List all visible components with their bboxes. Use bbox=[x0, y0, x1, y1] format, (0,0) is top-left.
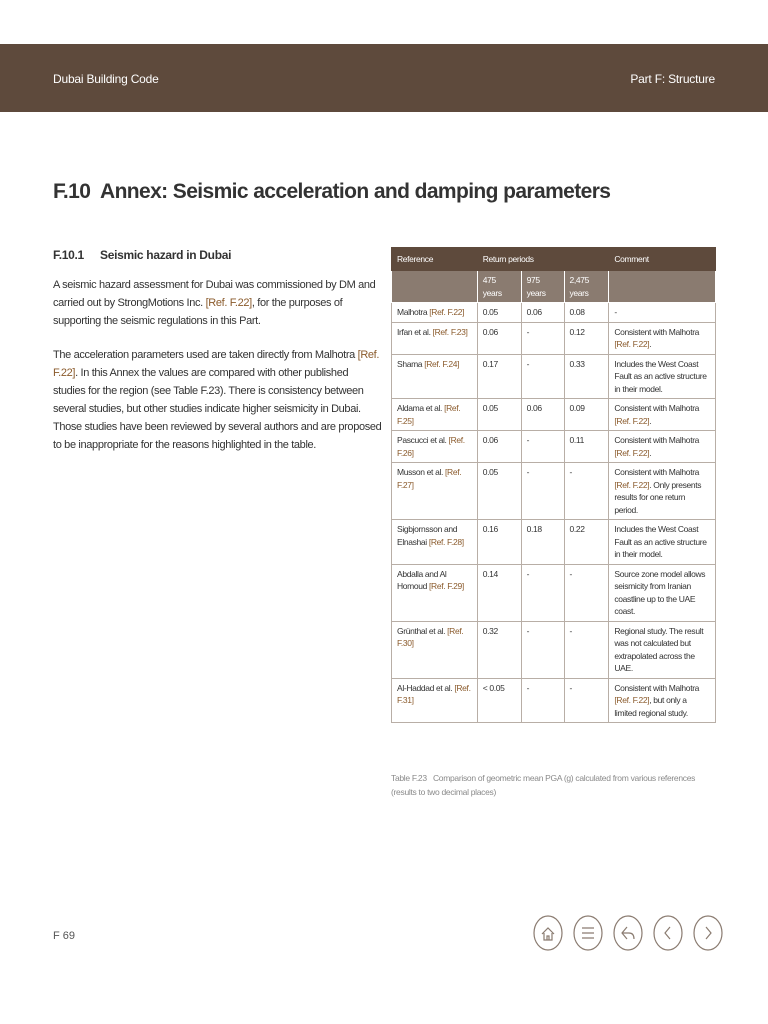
pga-comparison-table bbox=[391, 247, 716, 723]
cell-475: 0.06 bbox=[477, 431, 521, 463]
table-body bbox=[392, 303, 716, 723]
cell-475: 0.32 bbox=[477, 621, 521, 678]
ref-link[interactable]: [Ref. F.30] bbox=[397, 625, 464, 648]
cell-comment bbox=[609, 678, 716, 723]
table-row bbox=[392, 520, 716, 565]
cell-475: 0.17 bbox=[477, 354, 521, 399]
reference-name: Malhotra bbox=[397, 307, 430, 317]
paragraph-2-text-b: . In this Annex the values are compared with other published studies for the region (see Table F.23). There is consistency between several studies, but other studies indicate higher seismicity in Dubai. Those studies have been reviewed by several authors and are proposed to be inappropriate for the reasons highlighted in the table. bbox=[53, 367, 382, 451]
cell-2475: 0.22 bbox=[564, 520, 609, 565]
cell-975: 0.18 bbox=[521, 520, 564, 565]
ref-link[interactable]: [Ref. F.22] bbox=[429, 307, 465, 317]
table-row bbox=[392, 564, 716, 621]
cell-2475: - bbox=[564, 678, 609, 723]
table-row bbox=[392, 303, 716, 323]
cell-975: - bbox=[521, 678, 564, 723]
header-part-title: Part F: Structure bbox=[630, 72, 715, 86]
section-heading: Annex: Seismic acceleration and damping parameters bbox=[100, 180, 611, 203]
ref-link[interactable]: [Ref. F.28] bbox=[428, 536, 464, 547]
paragraph-2-text-a: The acceleration parameters used are taken directly from Malhotra bbox=[53, 349, 358, 361]
next-page-button[interactable] bbox=[692, 913, 724, 953]
paragraph-2 bbox=[53, 346, 383, 454]
reference-name: Abdalla and Al Homoud bbox=[397, 568, 447, 591]
ref-link[interactable]: [Ref. F.22] bbox=[614, 695, 650, 705]
page-header bbox=[0, 44, 768, 112]
previous-page-button[interactable] bbox=[652, 913, 684, 953]
table-row bbox=[392, 431, 716, 463]
cell-2475: 0.11 bbox=[564, 431, 609, 463]
cell-2475: 0.08 bbox=[564, 303, 609, 323]
cell-475: < 0.05 bbox=[477, 678, 521, 723]
header-475-years: 475 years bbox=[477, 271, 521, 303]
comment-text-tail: . bbox=[649, 339, 652, 349]
cell-2475: 0.12 bbox=[564, 322, 609, 354]
comment-text: Regional study. The result was not calculated but extrapolated across the UAE. bbox=[614, 625, 704, 673]
comment-text: Source zone model allows seismicity from Iranian coastline up to the UAE coast. bbox=[614, 568, 706, 616]
reference-name: Aldama et al. bbox=[397, 403, 445, 413]
ref-link[interactable]: [Ref. F.22] bbox=[614, 447, 650, 458]
cell-reference bbox=[392, 564, 478, 621]
comment-text: Consistent with Malhotra bbox=[614, 682, 700, 693]
cell-comment bbox=[609, 399, 716, 431]
comment-text: Includes the West Coast Fault as an active structure in their model. bbox=[614, 358, 707, 394]
cell-975: 0.06 bbox=[521, 399, 564, 431]
cell-reference bbox=[392, 303, 478, 323]
cell-reference bbox=[392, 678, 478, 723]
ref-link[interactable]: [Ref. F.26] bbox=[397, 435, 465, 458]
reference-name: Grünthal et al. bbox=[397, 625, 448, 636]
cell-reference bbox=[392, 621, 478, 678]
cell-475: 0.05 bbox=[477, 463, 521, 520]
subheader-blank bbox=[609, 271, 716, 303]
page-number: F 69 bbox=[53, 930, 76, 942]
cell-2475: - bbox=[564, 463, 609, 520]
ref-link[interactable]: [Ref. F.27] bbox=[397, 467, 462, 490]
cell-comment bbox=[609, 621, 716, 678]
cell-comment bbox=[609, 303, 716, 323]
ref-link[interactable]: [Ref. F.25] bbox=[397, 403, 461, 426]
comment-text: - bbox=[614, 307, 617, 317]
comment-text-tail: . bbox=[649, 415, 652, 426]
caption-text: Comparison of geometric mean PGA (g) calculated from various references (results to two decimal places) bbox=[391, 773, 696, 797]
table-subheader-row bbox=[392, 271, 716, 303]
home-icon bbox=[532, 913, 564, 953]
cell-475: 0.05 bbox=[477, 399, 521, 431]
page-navigation bbox=[532, 913, 724, 953]
ref-link[interactable]: [Ref. F.31] bbox=[397, 682, 471, 705]
ref-link[interactable]: [Ref. F.22] bbox=[614, 339, 650, 349]
ref-link[interactable]: [Ref. F.22] bbox=[205, 297, 252, 309]
table-row bbox=[392, 354, 716, 399]
cell-2475: - bbox=[564, 564, 609, 621]
menu-icon bbox=[572, 913, 604, 953]
section-number: F.10 bbox=[53, 180, 91, 203]
table-row bbox=[392, 399, 716, 431]
reference-name: Al-Haddad et al. bbox=[397, 682, 455, 693]
subsection-number: F.10.1 bbox=[53, 248, 84, 262]
cell-comment bbox=[609, 520, 716, 565]
cell-975: - bbox=[521, 564, 564, 621]
comment-text: Consistent with Malhotra bbox=[614, 326, 700, 337]
subheader-blank bbox=[392, 271, 478, 303]
paragraph-1-text-b: , for the purposes of supporting the seismic regulations in this Part. bbox=[53, 297, 343, 327]
ref-link[interactable]: [Ref. F.22] bbox=[614, 479, 650, 490]
cell-975: - bbox=[521, 431, 564, 463]
back-icon bbox=[612, 913, 644, 953]
cell-reference bbox=[392, 399, 478, 431]
subsection-heading: Seismic hazard in Dubai bbox=[100, 248, 232, 262]
cell-comment bbox=[609, 431, 716, 463]
caption-label: Table F.23 bbox=[391, 773, 427, 783]
cell-975: - bbox=[521, 621, 564, 678]
cell-reference bbox=[392, 520, 478, 565]
ref-link[interactable]: [Ref. F.22] bbox=[53, 349, 380, 379]
table-row bbox=[392, 678, 716, 723]
home-button[interactable] bbox=[532, 913, 564, 953]
section-title bbox=[53, 180, 610, 204]
cell-475: 0.16 bbox=[477, 520, 521, 565]
chevron-left-icon bbox=[652, 913, 684, 953]
reference-name: Pascucci et al. bbox=[397, 435, 449, 445]
cell-975: - bbox=[521, 463, 564, 520]
paragraph-1 bbox=[53, 276, 383, 330]
comment-text: Consistent with Malhotra bbox=[614, 467, 700, 477]
table-row bbox=[392, 322, 716, 354]
cell-reference bbox=[392, 463, 478, 520]
ref-link[interactable]: [Ref. F.29] bbox=[429, 581, 464, 591]
cell-reference bbox=[392, 322, 478, 354]
header-return-periods: Return periods bbox=[477, 248, 609, 271]
table-row bbox=[392, 621, 716, 678]
cell-comment bbox=[609, 564, 716, 621]
cell-2475: 0.09 bbox=[564, 399, 609, 431]
header-975-years: 975 years bbox=[521, 271, 564, 303]
back-button[interactable] bbox=[612, 913, 644, 953]
cell-475: 0.05 bbox=[477, 303, 521, 323]
paragraph-1-text-a: A seismic hazard assessment for Dubai was commissioned by DM and carried out by StrongMotions Inc. bbox=[53, 279, 376, 309]
reference-name: Sigbjornsson and Elnashai bbox=[397, 524, 458, 547]
comment-text: Consistent with Malhotra bbox=[614, 403, 700, 413]
cell-2475: - bbox=[564, 621, 609, 678]
reference-name: Musson et al. bbox=[397, 467, 446, 477]
table-caption bbox=[391, 771, 716, 799]
comment-text: Consistent with Malhotra bbox=[614, 435, 700, 445]
cell-975: 0.06 bbox=[521, 303, 564, 323]
header-2475-years: 2,475 years bbox=[564, 271, 609, 303]
cell-975: - bbox=[521, 354, 564, 399]
header-document-title: Dubai Building Code bbox=[53, 72, 159, 86]
header-reference: Reference bbox=[392, 248, 478, 271]
subsection-title bbox=[53, 248, 231, 262]
table-row bbox=[392, 463, 716, 520]
cell-2475: 0.33 bbox=[564, 354, 609, 399]
comment-text: Includes the West Coast Fault as an active structure in their model. bbox=[614, 524, 707, 559]
comment-text-tail: . Only presents results for one return period. bbox=[614, 479, 702, 515]
cell-comment bbox=[609, 322, 716, 354]
cell-475: 0.06 bbox=[477, 322, 521, 354]
top-margin bbox=[0, 0, 768, 44]
ref-link[interactable]: [Ref. F.22] bbox=[614, 415, 650, 426]
header-comment: Comment bbox=[609, 248, 716, 271]
ref-link[interactable]: [Ref. F.24] bbox=[424, 358, 460, 369]
cell-reference bbox=[392, 354, 478, 399]
cell-reference bbox=[392, 431, 478, 463]
comment-text-tail: . bbox=[649, 447, 652, 458]
chevron-right-icon bbox=[692, 913, 724, 953]
cell-comment bbox=[609, 463, 716, 520]
cell-975: - bbox=[521, 322, 564, 354]
reference-name: Shama bbox=[397, 358, 425, 369]
cell-comment bbox=[609, 354, 716, 399]
menu-button[interactable] bbox=[572, 913, 604, 953]
reference-name: Irfan et al. bbox=[397, 326, 433, 337]
cell-475: 0.14 bbox=[477, 564, 521, 621]
comment-text-tail: , but only a limited regional study. bbox=[614, 695, 688, 718]
table-header-row bbox=[392, 248, 716, 271]
ref-link[interactable]: [Ref. F.23] bbox=[432, 326, 468, 337]
